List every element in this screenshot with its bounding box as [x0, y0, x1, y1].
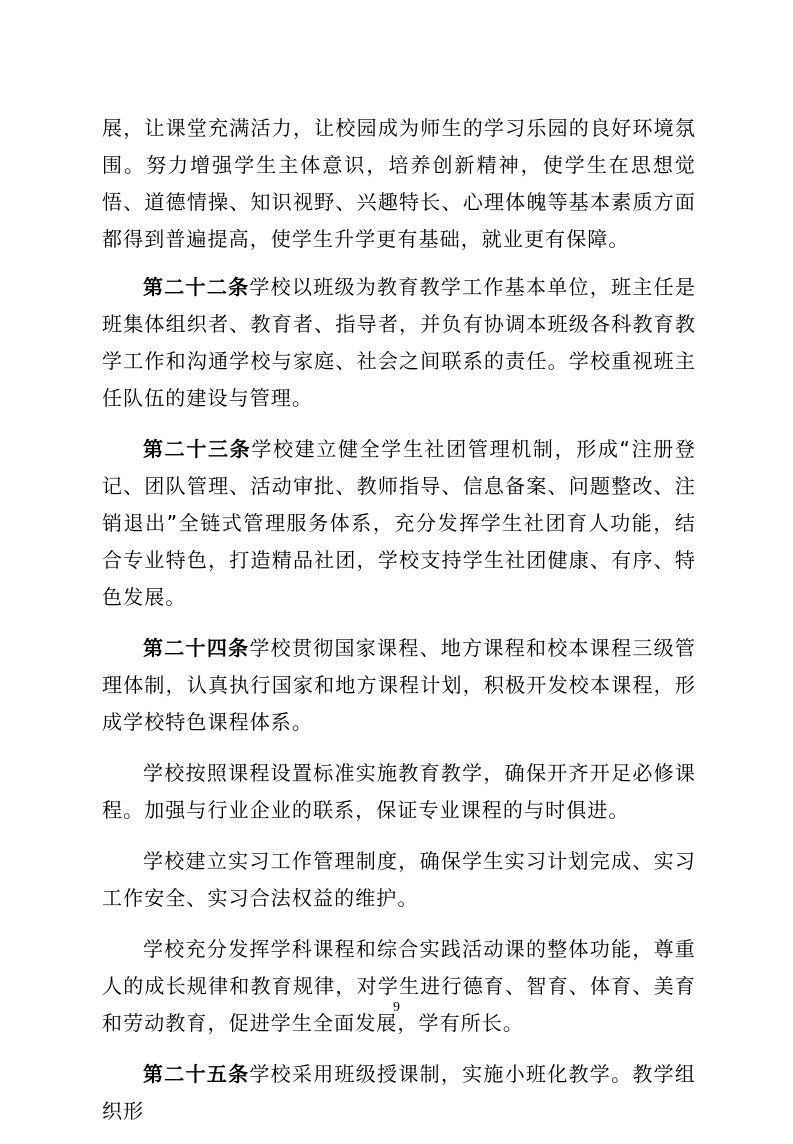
article-24-paragraph — [102, 630, 696, 741]
paragraph-text: 学校贯彻国家课程、地方课程和校本课程三级管理体制，认真执行国家和地方课程计划，积极开发校本课程，形成学校特色课程体系。 — [102, 636, 697, 734]
paragraph-text: 学校采用班级授课制，实施小班化教学。教学组织形 — [102, 1062, 697, 1123]
article-25-paragraph — [102, 1056, 696, 1130]
paragraph-text: 学校充分发挥学科课程和综合实践活动课的整体功能，尊重人的成长规律和教育规律，对学生进行德育、智育、体育、美育和劳动教育，促进学生全面发展，学有所长。 — [102, 937, 696, 1035]
paragraph-text: 学校建立健全学生社团管理机制，形成“注册登记、团队管理、活动审批、教师指导、信息备案、问题整改、注销退出”全链式管理服务体系，充分发挥学生社团育人功能，结合专业特色，打造精品社团，学校支持学生社团健康、有序、特色发展。 — [102, 437, 696, 609]
document-body — [102, 110, 696, 1144]
article-24-sub-paragraph-3 — [102, 931, 696, 1042]
paragraph-continuation — [102, 110, 696, 258]
article-number: 第二十四条 — [143, 636, 250, 660]
paragraph-text: 学校以班级为教育教学工作基本单位，班主任是班集体组织者、教育者、指导者，并负有协调本班级各科教育教学工作和沟通学校与家庭、社会之间联系的责任。学校重视班主任队伍的建设与管理。 — [102, 275, 697, 410]
paragraph-text: 学校按照课程设置标准实施教育教学，确保开齐开足必修课程。加强与行业企业的联系，保证专业课程的与时俱进。 — [102, 761, 696, 822]
page-number: 9 — [393, 1000, 400, 1015]
article-22-paragraph — [102, 269, 696, 417]
article-23-paragraph — [102, 431, 696, 616]
article-24-sub-paragraph-1 — [102, 755, 696, 829]
article-number: 第二十三条 — [143, 437, 252, 461]
paragraph-text: 学校建立实习工作管理制度，确保学生实习计划完成、实习工作安全、实习合法权益的维护。 — [102, 849, 696, 910]
article-24-sub-paragraph-2 — [102, 843, 696, 917]
article-number: 第二十二条 — [143, 275, 250, 299]
paragraph-text: 展，让课堂充满活力，让校园成为师生的学习乐园的良好环境氛围。努力增强学生主体意识，培养创新精神，使学生在思想觉悟、道德情操、知识视野、兴趣特长、心理体魄等基本素质方面都得到普遍提高，使学生升学更有基础，就业更有保障。 — [102, 116, 696, 251]
article-number: 第二十五条 — [143, 1062, 250, 1086]
